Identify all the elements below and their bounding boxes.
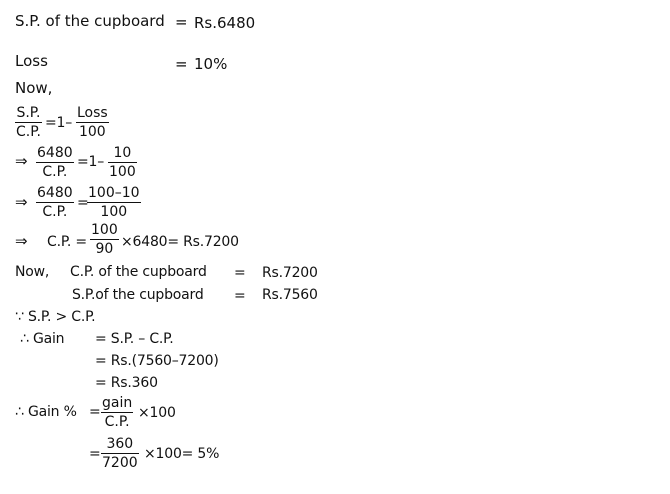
- now-label: Now,: [15, 264, 50, 280]
- fraction-numerator: 6480: [37, 185, 73, 201]
- implies-arrow: ⇒: [15, 193, 28, 211]
- implies-arrow: ⇒: [15, 232, 28, 250]
- fraction-denominator: 100: [78, 124, 106, 140]
- step2-right-fraction: [108, 146, 137, 179]
- step3-left-fraction: [36, 186, 74, 219]
- cp-value: Rs.7200: [262, 265, 318, 281]
- since-statement: ∵ S.P. > C.P.: [15, 309, 96, 325]
- fraction-numerator: 100–10: [88, 185, 140, 201]
- fraction-numerator: Loss: [77, 105, 108, 121]
- sp-label: S.P. of the cupboard: [15, 12, 165, 30]
- gainpct-equals2: =: [89, 446, 101, 462]
- loss-value: 10%: [194, 55, 228, 73]
- fraction-numerator: S.P.: [16, 105, 41, 121]
- gainpct-times1: ×100: [138, 405, 176, 421]
- fraction-denominator: C.P.: [104, 414, 130, 430]
- fraction-numerator: 100: [91, 222, 118, 238]
- fraction-denominator: 90: [95, 241, 114, 257]
- gainpct-label: ∴ Gain %: [15, 404, 77, 420]
- sp2-value: Rs.7560: [262, 287, 318, 303]
- step4-lhs: C.P. =: [47, 234, 87, 250]
- step2-left-fraction: [36, 146, 74, 179]
- implies-arrow: ⇒: [15, 152, 28, 170]
- fraction-denominator: C.P.: [16, 124, 41, 140]
- sp-value: Rs.6480: [194, 14, 256, 32]
- fraction-numerator: 360: [101, 437, 139, 454]
- sp2-equals: =: [234, 288, 246, 304]
- gainpct-equals1: =: [89, 404, 101, 420]
- fraction-denominator: C.P.: [42, 164, 68, 180]
- step4-fraction: [90, 223, 119, 256]
- fraction-denominator: C.P.: [42, 204, 68, 220]
- sp-equals: =: [175, 13, 188, 31]
- loss-equals: =: [175, 55, 188, 73]
- fraction-denominator: 100: [109, 164, 136, 180]
- sp-over-cp-fraction: [15, 106, 42, 139]
- now-heading: Now,: [15, 79, 53, 97]
- gain-line1: = S.P. – C.P.: [95, 331, 174, 347]
- cp-label: C.P. of the cupboard: [70, 264, 207, 280]
- step3-operator: =: [77, 195, 89, 211]
- loss-label: Loss: [15, 52, 48, 70]
- fraction-denominator: 7200: [102, 455, 138, 471]
- sp2-label: S.P.of the cupboard: [72, 287, 204, 303]
- fraction-numerator: gain: [102, 395, 133, 411]
- fraction-numerator: 10: [108, 146, 137, 163]
- cp-equals: =: [234, 265, 246, 281]
- step2-operator: =1–: [77, 154, 105, 170]
- fraction-denominator: 100: [100, 204, 128, 220]
- fraction-numerator: 6480: [37, 145, 73, 161]
- 360-over-7200-fraction: [101, 437, 139, 470]
- gain-over-cp-fraction: [101, 396, 133, 429]
- gainpct-result: ×100= 5%: [144, 446, 220, 462]
- step1-operator: =1–: [45, 115, 73, 131]
- gain-line3: = Rs.360: [95, 375, 158, 391]
- step4-result: ×6480= Rs.7200: [121, 234, 239, 250]
- gain-line2: = Rs.(7560–7200): [95, 353, 219, 369]
- step3-right-fraction: [87, 186, 141, 219]
- gain-label: ∴ Gain: [20, 331, 65, 347]
- loss-over-100-fraction: [76, 106, 109, 139]
